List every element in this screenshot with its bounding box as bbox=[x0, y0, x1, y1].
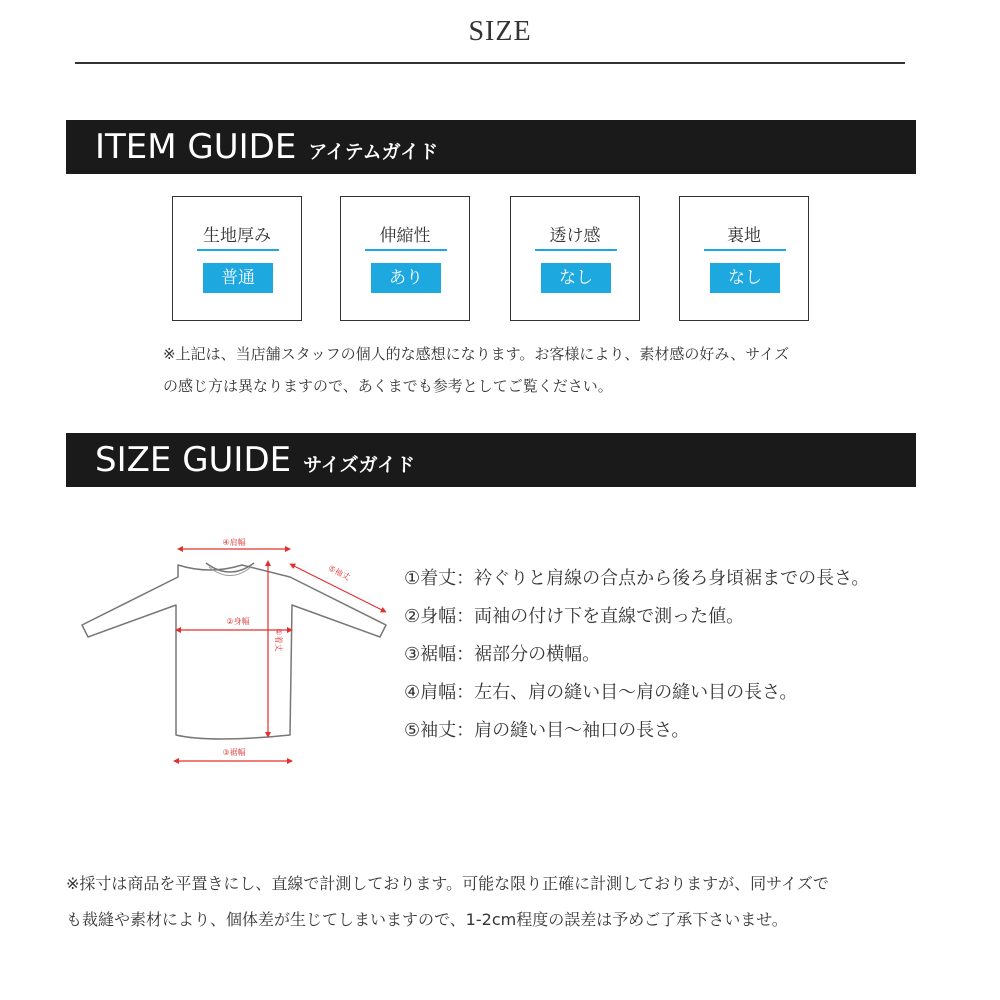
card-label: 裏地 bbox=[727, 226, 761, 246]
item-guide-note bbox=[163, 338, 863, 402]
note-line: も裁縫や素材により、個体差が生じてしまいますので、1-2cm程度の誤差は予めご了承下さいませ。 bbox=[66, 910, 788, 929]
length-label: ①着丈 bbox=[274, 628, 283, 652]
guide-card-thickness bbox=[172, 196, 302, 321]
shoulder-label: ④肩幅 bbox=[222, 538, 246, 547]
title-divider bbox=[75, 62, 905, 64]
measurement-shoulder: ④肩幅：左右、肩の縫い目〜肩の縫い目の長さ。 bbox=[404, 682, 798, 703]
hem-label: ③裾幅 bbox=[222, 748, 246, 757]
measurement-sleeve: ⑤袖丈：肩の縫い目〜袖口の長さ。 bbox=[404, 720, 690, 741]
card-value-badge: 普通 bbox=[203, 263, 273, 293]
body-width-label: ②身幅 bbox=[226, 617, 250, 626]
card-value-badge: なし bbox=[710, 263, 780, 293]
card-label: 伸縮性 bbox=[379, 226, 431, 246]
card-underline bbox=[365, 249, 447, 251]
sleeve-label: ⑤袖丈 bbox=[326, 563, 352, 583]
measurement-hem: ③裾幅：裾部分の横幅。 bbox=[404, 644, 601, 665]
card-underline bbox=[704, 249, 786, 251]
size-guide-note bbox=[66, 866, 936, 938]
size-guide-header bbox=[66, 433, 916, 487]
card-underline bbox=[197, 249, 279, 251]
item-guide-title-en: ITEM GUIDE bbox=[95, 127, 297, 167]
page-title: SIZE bbox=[468, 16, 532, 47]
shirt-outline bbox=[82, 565, 386, 739]
garment-diagram bbox=[70, 525, 400, 780]
card-label: 生地厚み bbox=[203, 226, 271, 246]
card-value-badge: あり bbox=[371, 263, 441, 293]
note-line: ※上記は、当店舗スタッフの個人的な感想になります。お客様により、素材感の好み、サイズ bbox=[163, 345, 790, 363]
card-value-badge: なし bbox=[541, 263, 611, 293]
size-guide-title-jp: サイズガイド bbox=[303, 453, 416, 476]
guide-card-lining bbox=[679, 196, 809, 321]
measurement-length: ①着丈：衿ぐりと肩線の合点から後ろ身頃裾までの長さ。 bbox=[404, 568, 870, 589]
item-guide-header bbox=[66, 120, 916, 174]
note-line: ※採寸は商品を平置きにし、直線で計測しております。可能な限り正確に計測しておりますが、同サイズで bbox=[66, 874, 829, 893]
note-line: の感じ方は異なりますので、あくまでも参考としてご覧ください。 bbox=[163, 377, 613, 395]
measurement-list bbox=[404, 560, 869, 750]
size-guide-title-en: SIZE GUIDE bbox=[95, 440, 292, 480]
item-guide-title-jp: アイテムガイド bbox=[308, 140, 439, 163]
guide-card-sheerness bbox=[510, 196, 640, 321]
measurement-body-width: ②身幅：両袖の付け下を直線で測った値。 bbox=[404, 606, 745, 627]
card-underline bbox=[535, 249, 617, 251]
guide-card-stretch bbox=[340, 196, 470, 321]
card-label: 透け感 bbox=[549, 226, 601, 246]
